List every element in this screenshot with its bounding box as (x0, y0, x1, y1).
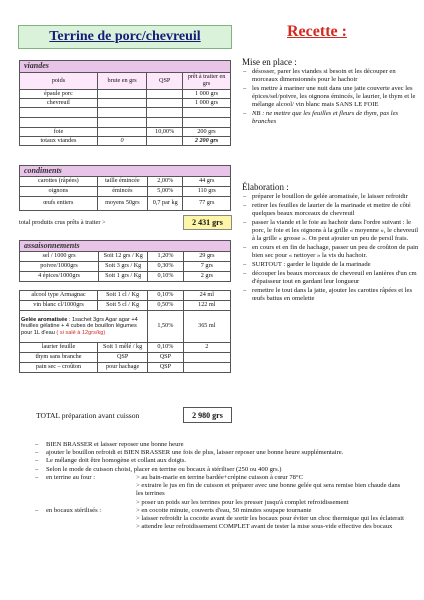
cell: 0,30% (148, 262, 183, 272)
cell: 2 (183, 343, 230, 353)
cell: 24 ml (183, 291, 230, 301)
table-row (20, 108, 231, 118)
condiments-table (19, 165, 231, 211)
condiments-total-label: total produits crus prêts à traiter > (19, 219, 106, 226)
col-header: poids (20, 73, 98, 90)
recipe-title: Terrine de porc/chevreuil (49, 29, 201, 44)
table-row (20, 177, 231, 187)
table-row (20, 128, 231, 137)
cell: poivre/1000grs (20, 262, 99, 272)
cell: 10,00% (147, 128, 183, 137)
cell: 0 (97, 137, 147, 146)
table-row (20, 343, 231, 353)
four-step: > au bain-marie en terrine bardée+crépine cuisson à cœur 78°C (136, 473, 303, 481)
gelee-text: : 1sachet 3grs Agar agar +4 feuilles gélatine + 4 cubes de bouillon légumes pour 1L d'eau (21, 317, 138, 336)
elaboration-heading: Élaboration : (242, 182, 289, 192)
cell (20, 118, 98, 128)
table-row-gelee (20, 311, 231, 343)
cell: 0,7 par kg (148, 197, 183, 211)
gelee-cell (20, 311, 148, 343)
cell: 0,50% (148, 301, 183, 311)
cell (97, 108, 147, 118)
table-row (20, 99, 231, 108)
cell (147, 137, 183, 146)
cell: 0,10% (148, 291, 183, 301)
list-item: – désosser, parer les viandes si besoin et les découper en morceaux dimensionnés pour le hachoir (252, 68, 420, 84)
total-preparation-value: 2 980 grs (183, 407, 232, 423)
cell: pour hachage (98, 363, 148, 373)
cell (183, 363, 230, 373)
elaboration-section (242, 182, 420, 304)
list-item: – Selon le mode de cuisson choisi, placer en terrine ou bocaux à stériliser (250 ou 400 grs.) (46, 466, 404, 474)
cell: 2 200 grs (183, 137, 231, 146)
cell: œufs entiers (20, 197, 98, 211)
cell: Soit 1 cl / Kg (98, 291, 148, 301)
gelee-note: ( si salé à 12grs/kg) (56, 329, 106, 336)
cell (147, 108, 183, 118)
cell: moyens 50grs (97, 197, 147, 211)
cell: vin blanc cl/1000grs (20, 301, 98, 311)
cell: 122 ml (183, 301, 230, 311)
four-label: – en terrine au four : (46, 473, 96, 481)
cell (20, 108, 98, 118)
four-step: > extraire le jus en fin de cuisson et préparer avec une bonne gelée qui sera remise bien chaude dans les terrines (136, 482, 401, 498)
table-row (20, 197, 231, 211)
table-row (20, 90, 231, 99)
mise-en-place-heading: Mise en place : (242, 57, 297, 67)
cell: 7 grs (183, 262, 230, 272)
mise-en-place-section (242, 57, 420, 127)
list-item-nb: – NB : ne mettre que les feuilles et fleurs de thym, pas les branches (252, 110, 420, 126)
cell (97, 99, 147, 108)
list-item: – préparer le bouillon de gelée aromatisée, le laisser refroidir (252, 193, 420, 201)
cell: foie (20, 128, 98, 137)
viandes-section-header: viandes (20, 61, 231, 73)
bocaux-step: > attendre leur refroidissement COMPLET avant de tester la mise sous-vide effective des bocaux (136, 523, 393, 531)
total-preparation-label: TOTAL préparation avant cuisson (36, 411, 140, 420)
table-row (20, 272, 231, 282)
cell (147, 90, 183, 99)
list-item: – ajouter le bouillon refroidi et BIEN BRASSER une fois de plus, laisser reposer une bonne heure supplémentaire. (46, 449, 404, 457)
assaisonnements-table (19, 240, 231, 282)
table-row (20, 187, 231, 197)
cell: Soit 1 mêlé / kg (98, 343, 148, 353)
condiments-total-value: 2 431 grs (183, 215, 232, 230)
elaboration-list (242, 193, 420, 303)
cuisson-section (34, 441, 404, 532)
cell: 2,00% (148, 177, 183, 187)
cell: 365 ml (183, 311, 230, 343)
cuisson-list (34, 441, 404, 532)
cell: Soit 3 grs / Kg (99, 262, 148, 272)
cell: 0,10% (148, 343, 183, 353)
list-item: – découper les beaux morceaux de chevreuil en lanières d'un cm d'épaisseur tout en gardant leur longueur (252, 270, 420, 286)
cell: émincés (97, 187, 147, 197)
list-item: – BIEN BRASSER et laisser reposer une bonne heure (46, 441, 404, 449)
cell: 44 grs (183, 177, 231, 187)
cell (97, 90, 147, 99)
cell: QSP (148, 353, 183, 363)
list-item: – SURTOUT : garder le liquide de la marinade (252, 261, 420, 269)
col-header: prêt à traiter en grs (183, 73, 231, 90)
cell (97, 128, 147, 137)
col-header: brute en grs (97, 73, 147, 90)
recette-heading: Recette : (287, 23, 347, 40)
list-item: – Le mélange doit être homogène et collant aux doigts. (46, 457, 404, 465)
cell: 1 000 grs (183, 90, 231, 99)
cell: 200 grs (183, 128, 231, 137)
cell: 2 grs (183, 272, 230, 282)
cell: 1,50% (148, 311, 183, 343)
cell: 4 épices/1000grs (20, 272, 99, 282)
cell: oignons (20, 187, 98, 197)
list-item-four (46, 474, 404, 507)
cell: 0,10% (148, 272, 183, 282)
list-item: – passer la viande et le foie au hachoir dans l'ordre suivant : le porc, le foie et les oignons à la grille « moyenne », le chevreuil à la grille « grosse ». On peut ajouter un peu de persil frais. (252, 219, 420, 243)
cell: totaux viandes (20, 137, 98, 146)
cell: sel / 1000 grs (20, 252, 99, 262)
gelee-title: Gelée aromatisée (21, 317, 68, 324)
cell: pain sec – croûton (20, 363, 98, 373)
table-row (20, 291, 231, 301)
list-item: – retirer les feuilles de laurier de la marinade et mettre de côté quelques beaux morceaux de chevreuil (252, 202, 420, 218)
cell (183, 108, 231, 118)
bocaux-step: > laisser refroidir la cocotte avant de sortir les bocaux pour éviter un choc thermique qui les éclaterait (136, 515, 404, 523)
cell (183, 118, 231, 128)
table-row (20, 363, 231, 373)
cell: taille émincée (97, 177, 147, 187)
total-row (20, 137, 231, 146)
cell: alcool type Armagnac (20, 291, 98, 301)
cell: 110 grs (183, 187, 231, 197)
condiments-section-header: condiments (20, 166, 231, 177)
bocaux-label: – en bocaux stérilisés : (46, 506, 102, 514)
table-row (20, 262, 231, 272)
four-step: > poser un poids sur les terrines pour les presser jusqu'à complet refroidissement (136, 498, 349, 506)
list-item-bocaux (46, 507, 404, 532)
mise-en-place-list (242, 68, 420, 126)
cell: carottes (râpées) (20, 177, 98, 187)
cell: 29 grs (183, 252, 230, 262)
cell: 5,00% (148, 187, 183, 197)
cell (147, 99, 183, 108)
cell: thym sans branche (20, 353, 98, 363)
list-item: – remettre le tout dans la jatte, ajouter les carottes râpées et les œufs battus en omelette (252, 287, 420, 303)
viandes-table (19, 60, 231, 146)
list-item: – en cours et en fin de hachage, passer un peu de croûton de pain bien sec pour « nettoyer » la vis du hachoir. (252, 244, 420, 260)
cell: QSP (148, 363, 183, 373)
table-row (20, 252, 231, 262)
cell: Soit 5 cl / Kg (98, 301, 148, 311)
col-header: QSP (147, 73, 183, 90)
cell: Soit 12 grs / Kg (99, 252, 148, 262)
assaisonnements-section-header: assaisonnements (20, 241, 231, 252)
cell (97, 118, 147, 128)
cell: 1 000 grs (183, 99, 231, 108)
recipe-title-box (18, 25, 232, 49)
table-row (20, 301, 231, 311)
cell: 1,20% (148, 252, 183, 262)
cell (147, 118, 183, 128)
list-item: – les mettre à mariner une nuit dans une jatte couverte avec les épices/sel/poivre, les oignons émincés, le laurier, le thym et le mélange alcool/ vin blanc mais SANS LE FOIE (252, 85, 420, 109)
table-row (20, 353, 231, 363)
table-row (20, 118, 231, 128)
cell: 77 grs (183, 197, 231, 211)
aromates-table (19, 290, 231, 373)
bocaux-step: > en cocotte minute, couverts d'eau, 50 minutes soupape tournante (136, 506, 312, 514)
cell: épaule porc (20, 90, 98, 99)
cell: laurier feuille (20, 343, 98, 353)
cell: chevreuil (20, 99, 98, 108)
cell: QSP (98, 353, 148, 363)
cell: Soit 1 grs / Kg (99, 272, 148, 282)
cell (183, 353, 230, 363)
